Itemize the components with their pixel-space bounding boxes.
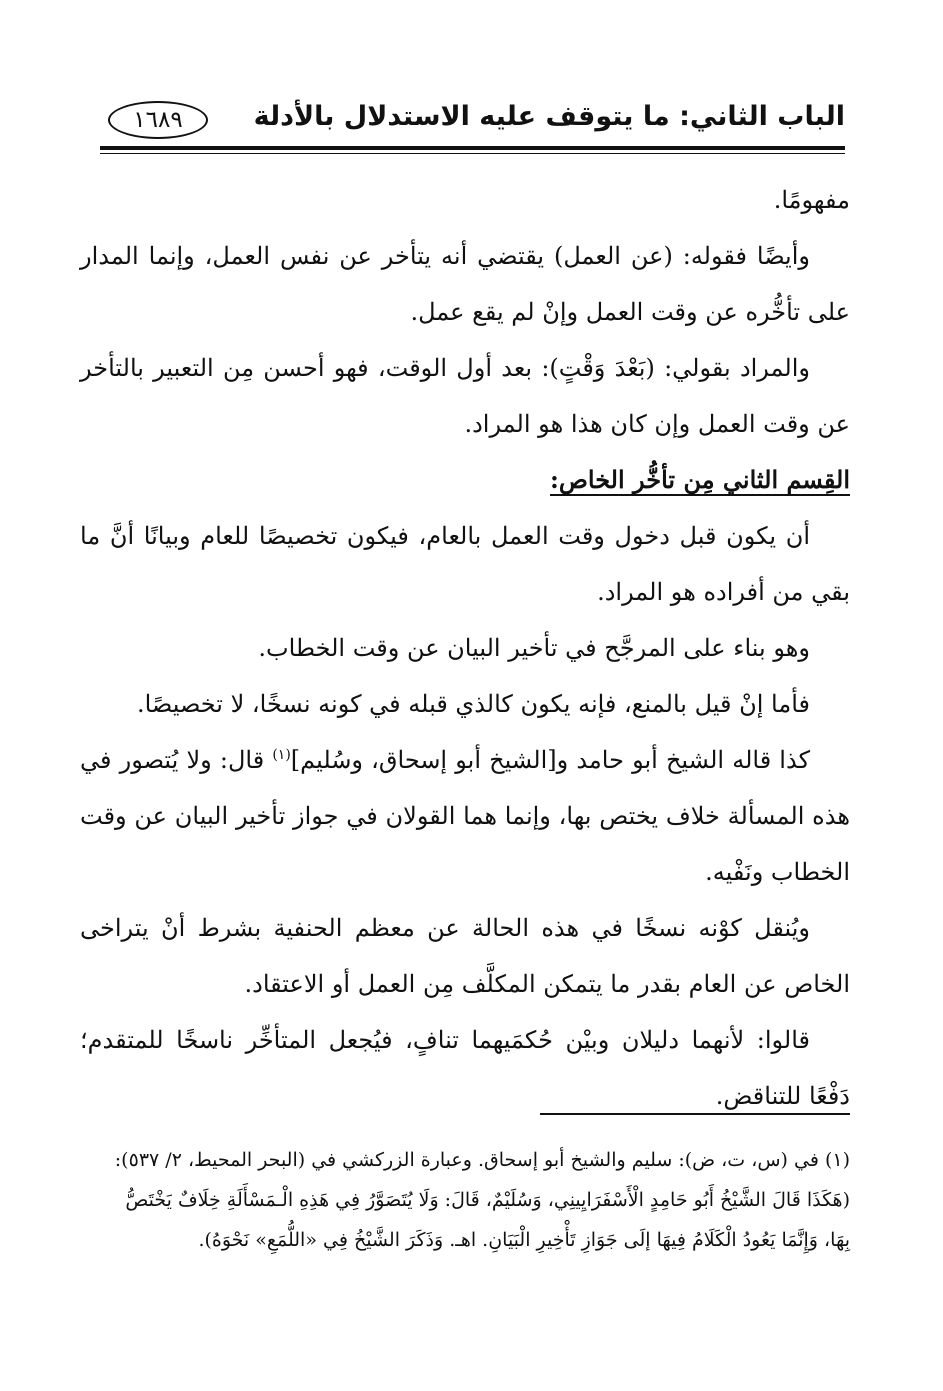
footnotes — [80, 1140, 850, 1260]
paragraph-1: مفهومًا. — [773, 186, 850, 214]
paragraph-2: وأيضًا فقوله: (عن العمل) يقتضي أنه يتأخر عن نفس العمل، وإنما المدار على تأخُّره عن وقت العمل وإنْ لم يقع عمل. — [80, 242, 850, 326]
paragraph-4: أن يكون قبل دخول وقت العمل بالعام، فيكون تخصيصًا للعام وبيانًا أنَّ ما بقي من أفراده هو المراد. — [80, 522, 850, 606]
header-rule-thin — [100, 153, 845, 154]
paragraph-9: قالوا: لأنهما دليلان وبيْن حُكمَيهما تنافٍ، فيُجعل المتأخِّر ناسخًا للمتقدم؛ دَفْعًا للتناقض. — [80, 1026, 850, 1110]
page-header — [100, 95, 845, 147]
footnote-line-1: (١) في (س، ت، ض): سليم والشيخ أبو إسحاق. وعبارة الزركشي في (البحر المحيط، ٢/ ٥٣٧): — [114, 1149, 850, 1171]
paragraph-3: والمراد بقولي: (بَعْدَ وَقْتٍ): بعد أول الوقت، فهو أحسن مِن التعبير بالتأخر عن وقت العمل وإن كان هذا هو المراد. — [80, 354, 850, 438]
paragraph-6: فأما إنْ قيل بالمنع، فإنه يكون كالذي قبله في كونه نسخًا، لا تخصيصًا. — [136, 690, 810, 718]
page-number: ١٦٨٩ — [108, 101, 208, 139]
header-rule-thick — [100, 146, 845, 150]
running-title: الباب الثاني: ما يتوقف عليه الاستدلال بالأدلة — [253, 101, 845, 132]
footnote-line-3: بِهَا، وَإِنَّمَا يَعُودُ الْكَلَامُ فِيهَا إلَى جَوَازِ تَأْخِيرِ الْبَيَانِ. اهـ. وَذَكَرَ الشَّيْخُ فِي «اللُّمَعِ» نَحْوَهُ). — [198, 1229, 850, 1251]
paragraph-7 — [80, 732, 850, 900]
paragraph-5: وهو بناء على المرجَّح في تأخير البيان عن وقت الخطاب. — [258, 634, 810, 662]
footnote-line-2: (هَكَذَا قَالَ الشَّيْخُ أَبُو حَامِدٍ الْأَسْفَرَايِينِي، وَسُلَيْمٌ، قَالَ: وَلَا يُتَصَوَّرُ فِي هَذِهِ الْـمَسْأَلَةِ خِلَافٌ يَخْتَصُّ — [125, 1189, 850, 1211]
section-heading-line — [80, 452, 850, 508]
paragraph-8: ويُنقل كوْنه نسخًا في هذه الحالة عن معظم الحنفية بشرط أنْ يتراخى الخاص عن العام بقدر ما يتمكن المكلَّف مِن العمل أو الاعتقاد. — [80, 914, 850, 998]
footnote-reference[interactable]: (١) — [272, 747, 291, 763]
footnote-separator — [540, 1113, 850, 1115]
paragraph-7-end: قال: ولا يُتصور في هذه المسألة خلاف يختص بها، وإنما هما القولان في جواز تأخير البيان عن وقت الخطاب ونَفْيه. — [80, 746, 850, 886]
paragraph-7-start: كذا قاله الشيخ أبو حامد و[الشيخ أبو إسحاق، وسُليم] — [290, 746, 810, 774]
main-text — [80, 172, 850, 1124]
section-heading: القِسم الثاني مِن تأخُّر الخاص: — [550, 465, 850, 494]
